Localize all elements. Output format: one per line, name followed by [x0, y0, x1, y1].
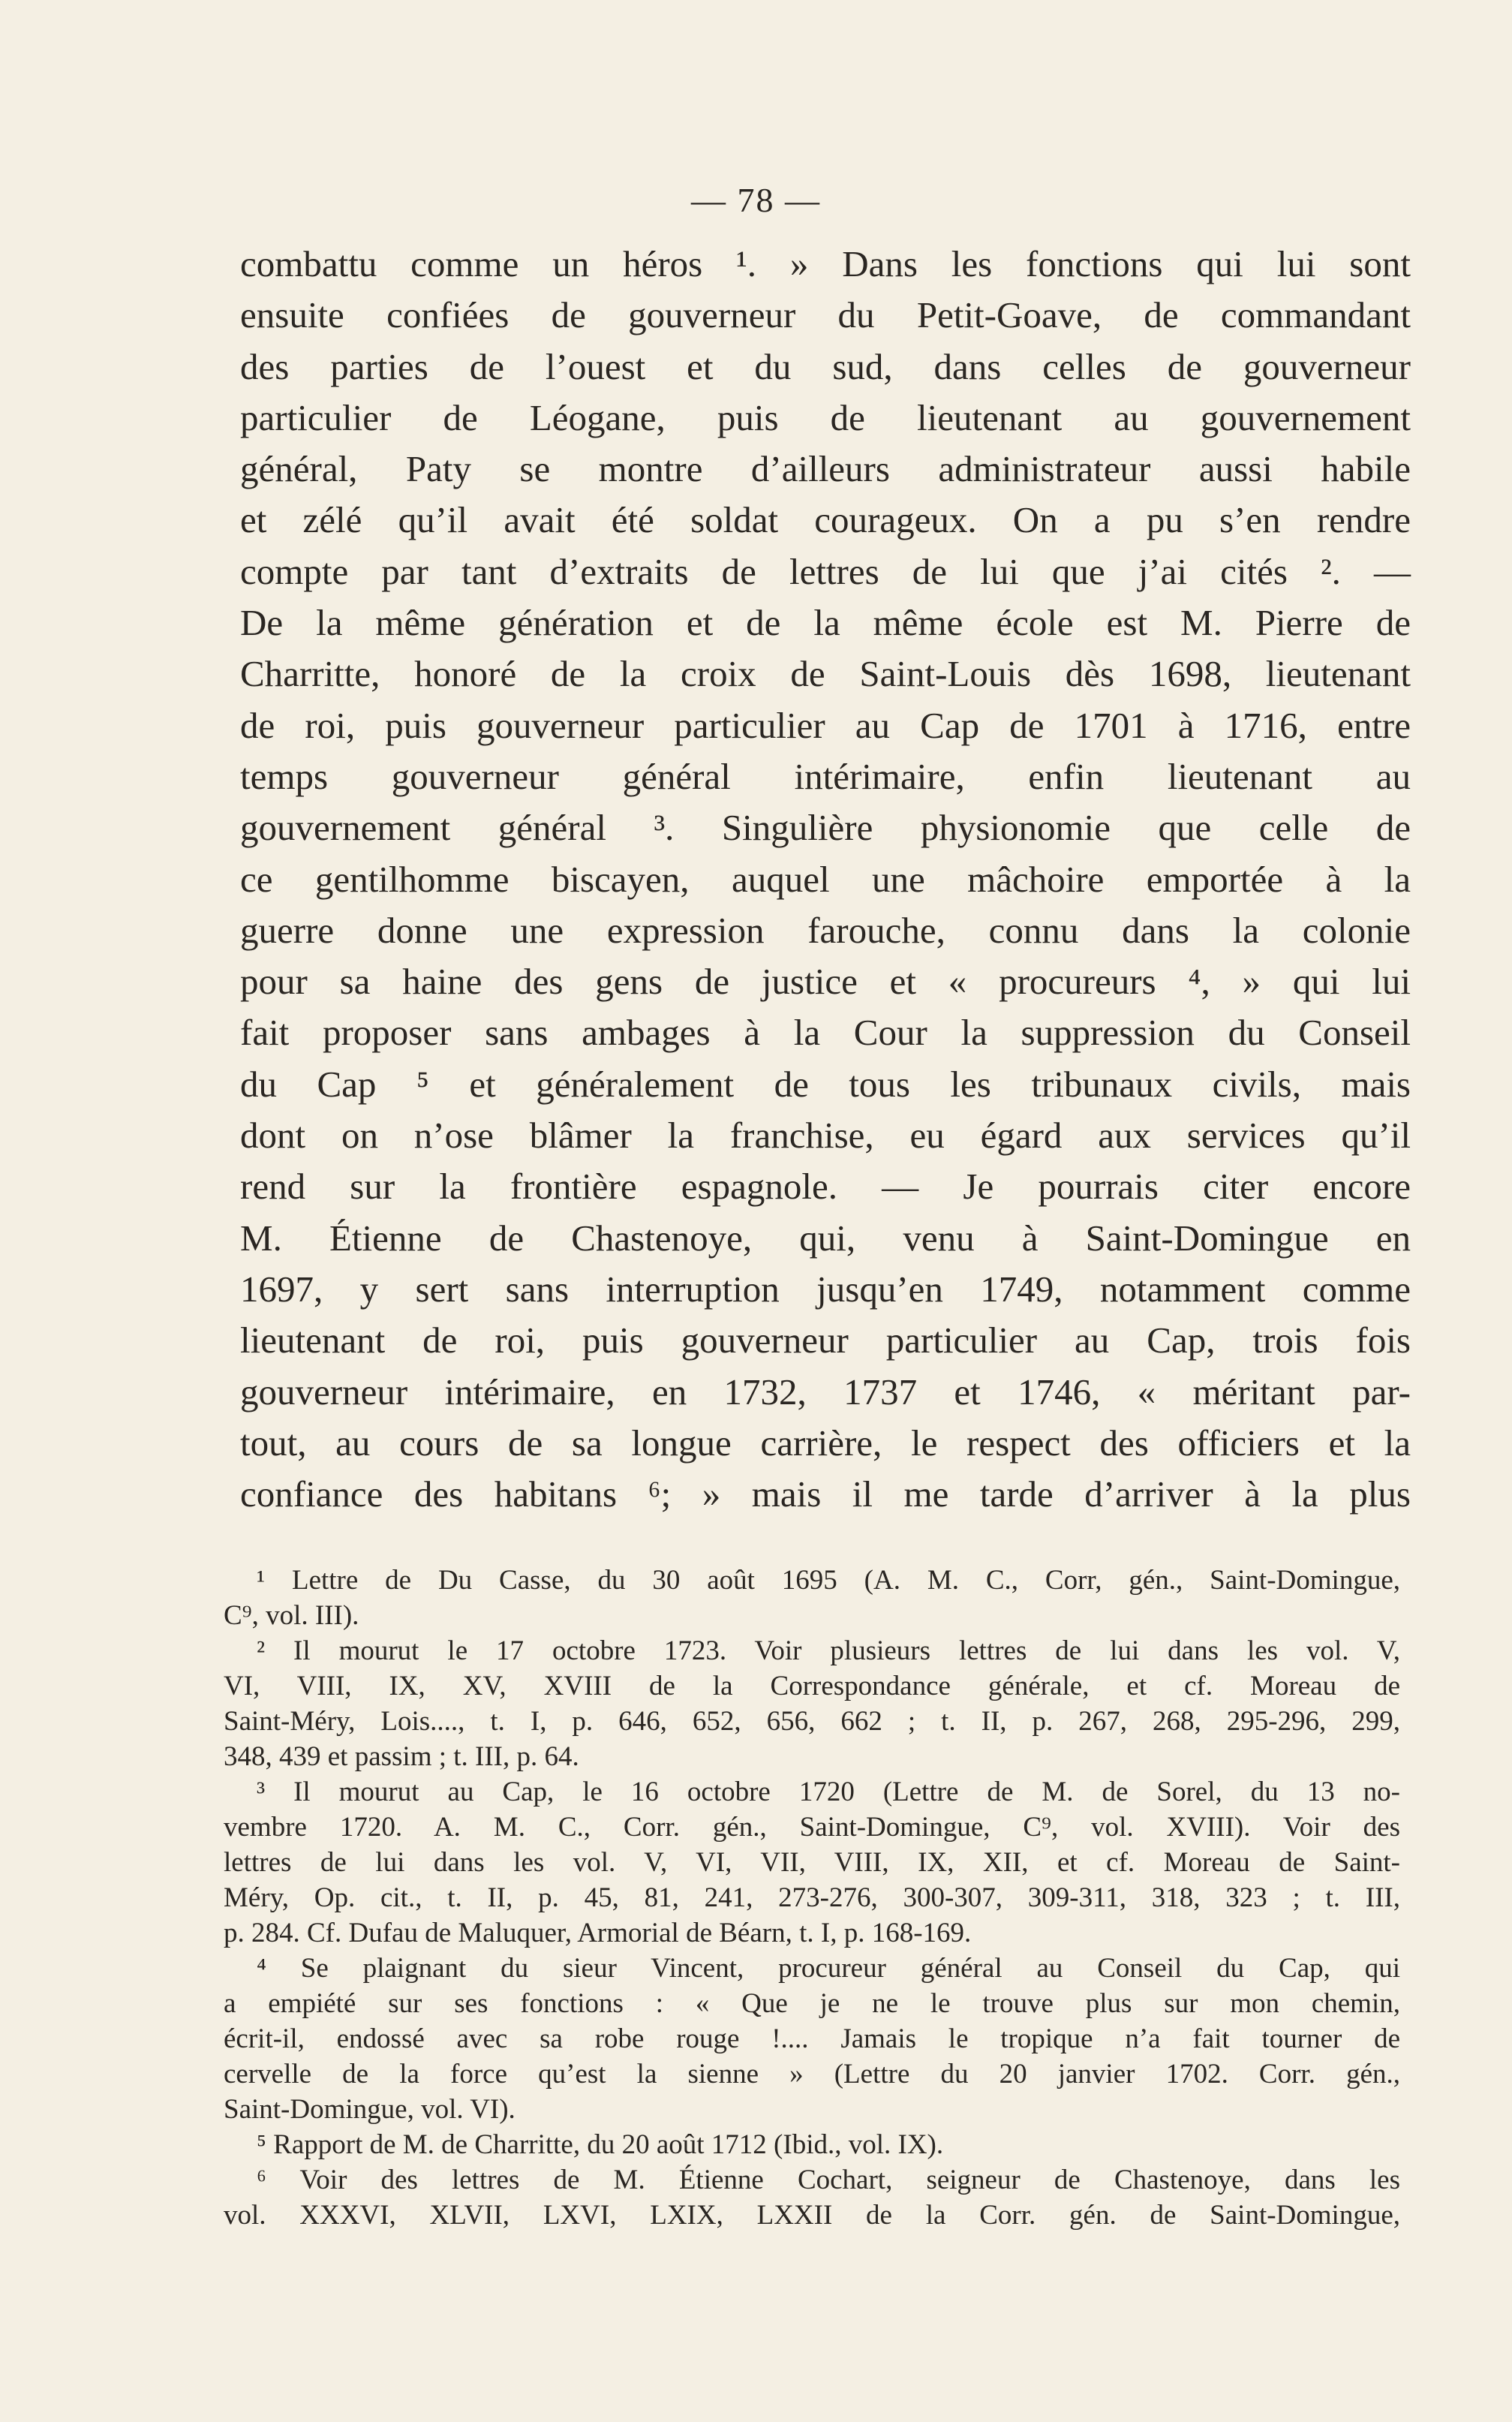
footnote-line: vol. XXXVI, XLVII, LXVI, LXIX, LXXII de la Corr. gén. de Saint-Domingue,: [224, 2200, 1400, 2231]
footnote-line: écrit-il, endossé avec sa robe rouge !.... Jamais le tropique n’a fait tourner de: [224, 2023, 1400, 2054]
footnote-line: a empiété sur ses fonctions : « Que je ne le trouve plus sur mon chemin,: [224, 1988, 1400, 2019]
text-line: pour sa haine des gens de justice et « procureurs ⁴, » qui lui: [240, 961, 1411, 1003]
text-line: particulier de Léogane, puis de lieutenant au gouvernement: [240, 396, 1411, 438]
main-text: [240, 239, 1411, 1520]
footnote-line: ⁵ Rapport de M. de Charritte, du 20 août 1712 (Ibid., vol. IX).: [257, 2129, 944, 2160]
text-line: rend sur la frontière espagnole. — Je pourrais citer encore: [240, 1166, 1411, 1208]
text-line: M. Étienne de Chastenoye, qui, venu à Saint-Domingue en: [240, 1217, 1411, 1259]
footnote-line: Saint-Domingue, vol. VI).: [224, 2094, 516, 2125]
text-line: De la même génération et de la même école est M. Pierre de: [240, 602, 1411, 644]
text-line: gouverneur intérimaire, en 1732, 1737 et 1746, « méritant par-: [240, 1370, 1411, 1413]
text-line: ce gentilhomme biscayen, auquel une mâchoire emportée à la: [240, 858, 1411, 900]
text-line: compte par tant d’extraits de lettres de lui que j’ai cités ². —: [240, 550, 1411, 592]
text-line: confiance des habitans ⁶; » mais il me tarde d’arriver à la plus: [240, 1473, 1411, 1515]
text-line: lieutenant de roi, puis gouverneur particulier au Cap, trois fois: [240, 1319, 1411, 1361]
text-line: Charritte, honoré de la croix de Saint-Louis dès 1698, lieutenant: [240, 653, 1411, 695]
page-number: — 78 —: [691, 181, 821, 219]
footnote-line: Saint-Méry, Lois...., t. I, p. 646, 652, 656, 662 ; t. II, p. 267, 268, 295-296, 299,: [224, 1706, 1400, 1737]
footnotes: [224, 1563, 1400, 2233]
text-line: de roi, puis gouverneur particulier au Cap de 1701 à 1716, entre: [240, 704, 1411, 746]
text-line: fait proposer sans ambages à la Cour la suppression du Conseil: [240, 1012, 1411, 1054]
footnote-line: vembre 1720. A. M. C., Corr. gén., Saint-Domingue, C⁹, vol. XVIII). Voir des: [224, 1812, 1400, 1843]
text-line: guerre donne une expression farouche, connu dans la colonie: [240, 909, 1411, 951]
footnote-line: ⁴ Se plaignant du sieur Vincent, procureur général au Conseil du Cap, qui: [257, 1953, 1400, 1984]
footnote-line: C⁹, vol. III).: [224, 1600, 359, 1631]
footnote-line: ³ Il mourut au Cap, le 16 octobre 1720 (Lettre de M. de Sorel, du 13 no-: [257, 1777, 1400, 1807]
text-line: ensuite confiées de gouverneur du Petit-Goave, de commandant: [240, 294, 1411, 336]
footnote-line: ⁶ Voir des lettres de M. Étienne Cochart, seigneur de Chastenoye, dans les: [257, 2165, 1400, 2195]
footnote-line: p. 284. Cf. Dufau de Maluquer, Armorial de Béarn, t. I, p. 168-169.: [224, 1918, 972, 1948]
text-line: temps gouverneur général intérimaire, enfin lieutenant au: [240, 755, 1411, 797]
footnote-line: ¹ Lettre de Du Casse, du 30 août 1695 (A. M. C., Corr, gén., Saint-Domingue,: [257, 1565, 1400, 1596]
footnote-line: Méry, Op. cit., t. II, p. 45, 81, 241, 273-276, 300-307, 309-311, 318, 323 ; t. III,: [224, 1882, 1400, 1913]
footnote-line: cervelle de la force qu’est la sienne » (Lettre du 20 janvier 1702. Corr. gén.,: [224, 2059, 1400, 2090]
text-line: gouvernement général ³. Singulière physionomie que celle de: [240, 807, 1411, 849]
text-line: combattu comme un héros ¹. » Dans les fonctions qui lui sont: [240, 243, 1411, 284]
text-line: du Cap ⁵ et généralement de tous les tribunaux civils, mais: [240, 1063, 1411, 1105]
text-line: dont on n’ose blâmer la franchise, eu égard aux services qu’il: [240, 1115, 1411, 1157]
footnote-line: VI, VIII, IX, XV, XVIII de la Correspondance générale, et cf. Moreau de: [224, 1671, 1400, 1701]
text-line: des parties de l’ouest et du sud, dans celles de gouverneur: [240, 345, 1411, 387]
footnote-line: ² Il mourut le 17 octobre 1723. Voir plusieurs lettres de lui dans les vol. V,: [257, 1635, 1400, 1666]
text-line: et zélé qu’il avait été soldat courageux. On a pu s’en rendre: [240, 499, 1411, 541]
text-line: 1697, y sert sans interruption jusqu’en 1749, notamment comme: [240, 1268, 1411, 1310]
footnote-line: 348, 439 et passim ; t. III, p. 64.: [224, 1741, 579, 1772]
footnote-line: lettres de lui dans les vol. V, VI, VII, VIII, IX, XII, et cf. Moreau de Saint-: [224, 1847, 1400, 1878]
text-line: tout, au cours de sa longue carrière, le respect des officiers et la: [240, 1422, 1411, 1464]
text-line: général, Paty se montre d’ailleurs administrateur aussi habile: [240, 448, 1411, 490]
